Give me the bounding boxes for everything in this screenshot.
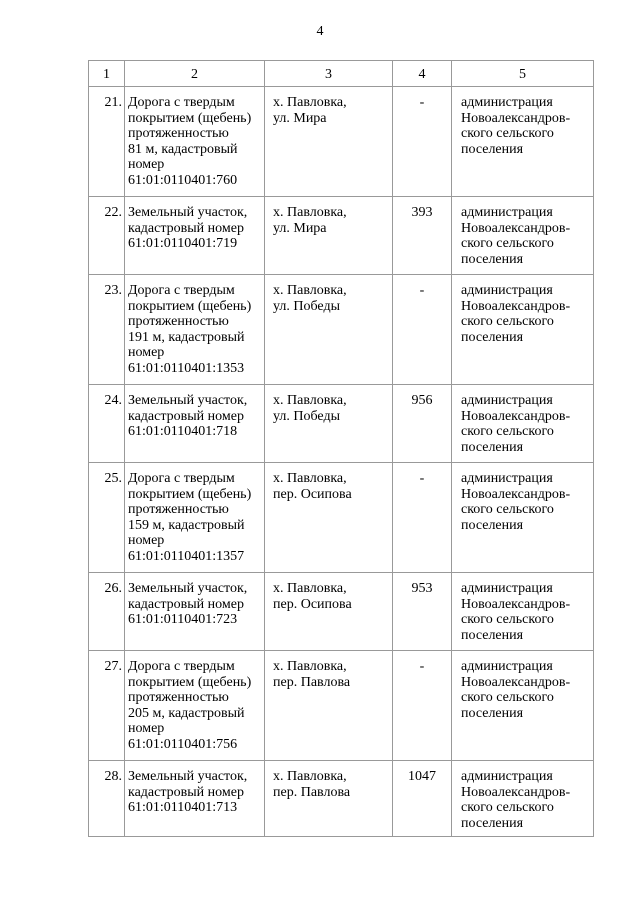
object-name-cell — [125, 385, 265, 463]
table-row — [89, 87, 594, 197]
table-row — [89, 463, 594, 573]
object-name-cell — [125, 463, 265, 573]
area-cell: 956 — [393, 385, 452, 463]
object-name-line: номер — [128, 345, 165, 360]
object-name-line: Земельный участок, — [128, 581, 248, 596]
header-cell: 5 — [452, 61, 594, 87]
owner-line: Новоалександров- — [461, 674, 571, 690]
owner-cell — [452, 385, 594, 463]
address-line: ул. Мира — [273, 220, 327, 236]
object-name-cell — [125, 761, 265, 837]
owner-cell — [452, 463, 594, 573]
area-cell: 393 — [393, 197, 452, 275]
header-cell: 3 — [265, 61, 393, 87]
owner-line: поселения — [461, 627, 524, 643]
owner-cell — [452, 651, 594, 761]
object-name-line: кадастровый номер — [128, 596, 244, 612]
row-number: 25. — [89, 463, 125, 573]
table-row — [89, 385, 594, 463]
owner-line: администрация — [461, 283, 553, 298]
object-name-line: 61:01:0110401:1357 — [128, 548, 245, 564]
object-name-line: 191 м, кадастровый — [128, 329, 245, 345]
address-cell — [265, 651, 393, 761]
address-line: х. Павловка, — [273, 393, 347, 408]
owner-line: ского сельского — [461, 800, 554, 815]
object-name-line: 81 м, кадастровый — [128, 141, 238, 157]
row-number: 28. — [89, 761, 125, 837]
address-line: пер. Павлова — [273, 784, 351, 800]
address-cell — [265, 197, 393, 275]
object-name-line: Дорога с твердым — [128, 471, 235, 486]
owner-line: ского сельского — [461, 690, 554, 705]
address-line: х. Павловка, — [273, 95, 347, 110]
address-cell — [265, 87, 393, 197]
address-cell — [265, 463, 393, 573]
owner-line: Новоалександров- — [461, 486, 571, 502]
address-cell — [265, 385, 393, 463]
address-line: х. Павловка, — [273, 283, 347, 298]
address-line: х. Павловка, — [273, 769, 347, 784]
address-line: х. Павловка, — [273, 205, 347, 220]
table-row — [89, 197, 594, 275]
object-name-line: 61:01:0110401:1353 — [128, 360, 245, 376]
owner-line: администрация — [461, 95, 553, 110]
area-cell: - — [393, 275, 452, 385]
object-name-line: 61:01:0110401:718 — [128, 424, 238, 439]
row-number: 27. — [89, 651, 125, 761]
owner-line: Новоалександров- — [461, 220, 571, 236]
address-line: пер. Осипова — [273, 596, 352, 612]
object-name-line: протяженностью — [128, 502, 229, 517]
owner-line: администрация — [461, 471, 553, 486]
object-name-line: Земельный участок, — [128, 769, 248, 784]
owner-cell — [452, 573, 594, 651]
object-name-line: 205 м, кадастровый — [128, 705, 245, 721]
page-number: 4 — [316, 24, 324, 39]
owner-cell — [452, 275, 594, 385]
object-name-cell — [125, 197, 265, 275]
address-cell — [265, 275, 393, 385]
address-line: пер. Павлова — [273, 674, 351, 690]
object-name-line: Дорога с твердым — [128, 659, 235, 674]
owner-line: поселения — [461, 251, 524, 267]
owner-line: ского сельского — [461, 126, 554, 141]
object-name-line: покрытием (щебень) — [128, 110, 252, 126]
row-number: 21. — [89, 87, 125, 197]
object-name-line: 61:01:0110401:760 — [128, 172, 238, 188]
owner-line: Новоалександров- — [461, 110, 571, 126]
object-name-line: протяженностью — [128, 314, 229, 329]
object-name-line: покрытием (щебень) — [128, 298, 252, 314]
property-table — [88, 60, 594, 837]
owner-cell — [452, 761, 594, 837]
object-name-cell — [125, 87, 265, 197]
owner-line: ского сельского — [461, 424, 554, 439]
object-name-line: Земельный участок, — [128, 393, 248, 408]
area-cell: - — [393, 87, 452, 197]
object-name-line: номер — [128, 721, 165, 736]
owner-line: администрация — [461, 393, 553, 408]
object-name-line: номер — [128, 157, 165, 172]
object-name-line: номер — [128, 533, 165, 548]
owner-line: администрация — [461, 205, 553, 220]
owner-line: Новоалександров- — [461, 784, 571, 800]
owner-line: поселения — [461, 439, 524, 455]
row-number: 22. — [89, 197, 125, 275]
object-name-line: Земельный участок, — [128, 205, 248, 220]
owner-line: ского сельского — [461, 314, 554, 329]
address-line: ул. Мира — [273, 110, 327, 126]
object-name-line: протяженностью — [128, 690, 229, 705]
header-cell: 2 — [125, 61, 265, 87]
object-name-line: 61:01:0110401:756 — [128, 736, 238, 752]
address-cell — [265, 573, 393, 651]
owner-line: ского сельского — [461, 612, 554, 627]
owner-line: поселения — [461, 517, 524, 533]
object-name-line: 61:01:0110401:719 — [128, 236, 238, 251]
row-number: 24. — [89, 385, 125, 463]
header-cell: 1 — [89, 61, 125, 87]
address-line: ул. Победы — [273, 408, 340, 424]
table-header-row — [89, 61, 594, 87]
owner-line: ского сельского — [461, 502, 554, 517]
object-name-cell — [125, 651, 265, 761]
header-cell: 4 — [393, 61, 452, 87]
owner-line: поселения — [461, 705, 524, 721]
address-line: х. Павловка, — [273, 581, 347, 596]
address-line: ул. Победы — [273, 298, 340, 314]
owner-line: поселения — [461, 815, 524, 831]
address-cell — [265, 761, 393, 837]
object-name-line: кадастровый номер — [128, 220, 244, 236]
area-cell: 953 — [393, 573, 452, 651]
address-line: х. Павловка, — [273, 659, 347, 674]
address-line: пер. Осипова — [273, 486, 352, 502]
owner-line: поселения — [461, 141, 524, 157]
owner-cell — [452, 87, 594, 197]
object-name-line: 61:01:0110401:713 — [128, 800, 238, 815]
object-name-line: 159 м, кадастровый — [128, 517, 245, 533]
object-name-line: Дорога с твердым — [128, 95, 235, 110]
object-name-line: покрытием (щебень) — [128, 674, 252, 690]
owner-line: Новоалександров- — [461, 298, 571, 314]
owner-line: администрация — [461, 581, 553, 596]
area-cell: 1047 — [393, 761, 452, 837]
owner-line: администрация — [461, 769, 553, 784]
table-row — [89, 761, 594, 837]
object-name-line: кадастровый номер — [128, 784, 244, 800]
object-name-line: протяженностью — [128, 126, 229, 141]
owner-line: администрация — [461, 659, 553, 674]
object-name-line: покрытием (щебень) — [128, 486, 252, 502]
address-line: х. Павловка, — [273, 471, 347, 486]
table-row — [89, 573, 594, 651]
owner-line: поселения — [461, 329, 524, 345]
table-row — [89, 275, 594, 385]
owner-line: ского сельского — [461, 236, 554, 251]
owner-cell — [452, 197, 594, 275]
owner-line: Новоалександров- — [461, 408, 571, 424]
area-cell: - — [393, 651, 452, 761]
area-cell: - — [393, 463, 452, 573]
table-row — [89, 651, 594, 761]
row-number: 23. — [89, 275, 125, 385]
object-name-line: кадастровый номер — [128, 408, 244, 424]
owner-line: Новоалександров- — [461, 596, 571, 612]
object-name-line: 61:01:0110401:723 — [128, 612, 238, 627]
object-name-line: Дорога с твердым — [128, 283, 235, 298]
object-name-cell — [125, 275, 265, 385]
row-number: 26. — [89, 573, 125, 651]
object-name-cell — [125, 573, 265, 651]
